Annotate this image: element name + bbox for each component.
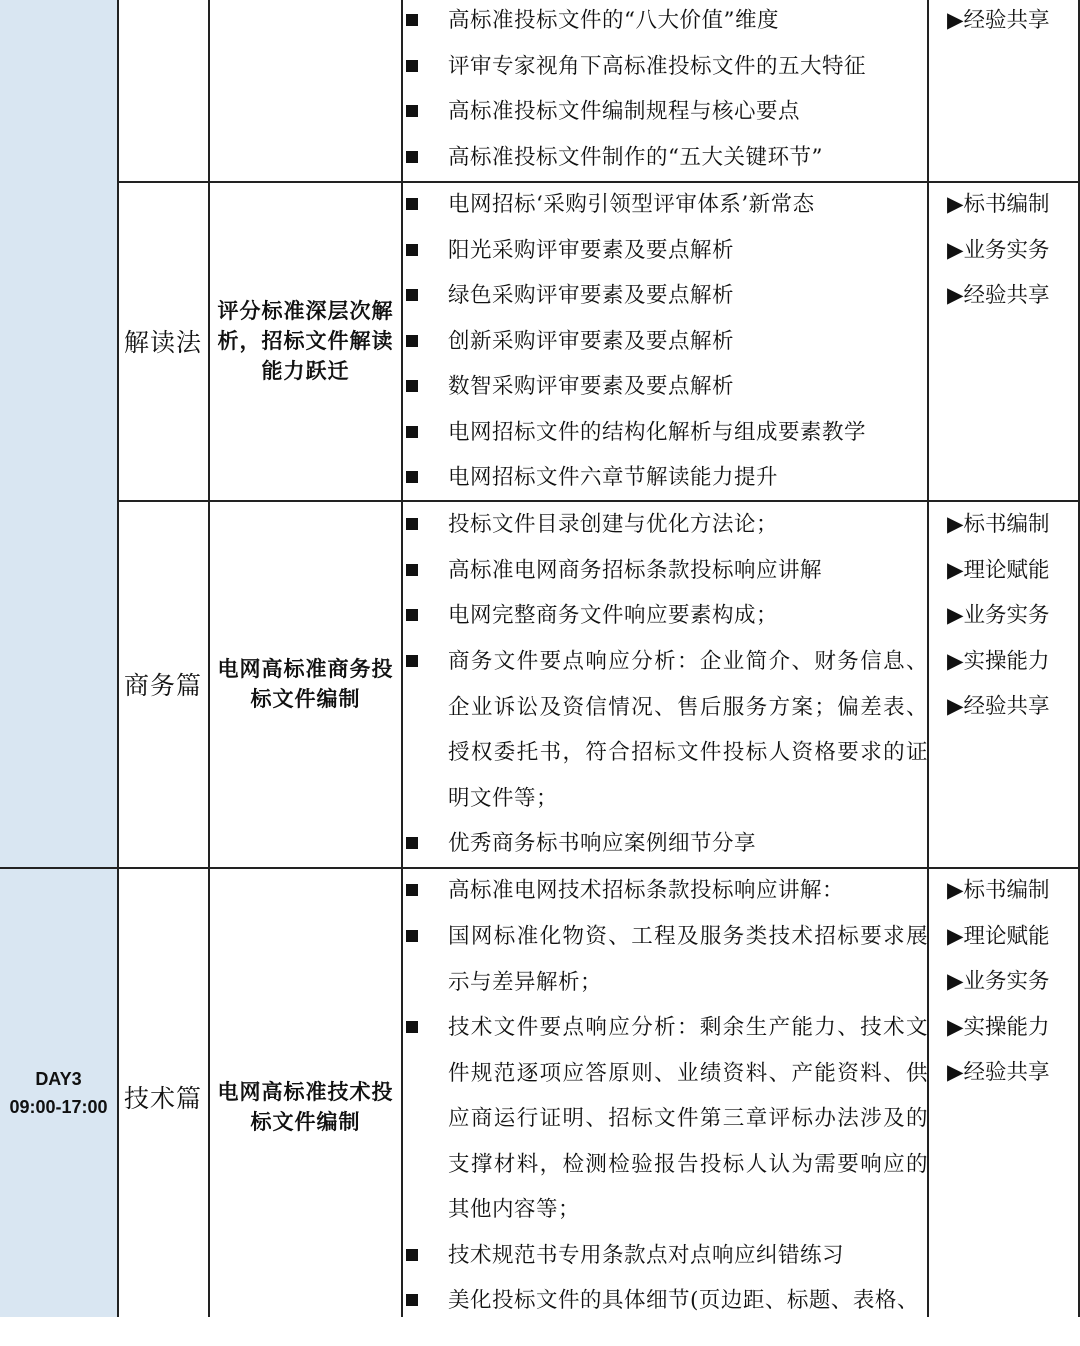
list-item: 高标准投标文件制作的“五大关键环节”: [403, 135, 928, 181]
list-item: 国网标准化物资、工程及服务类技术招标要求展示与差异解析；: [403, 914, 928, 1005]
category-label: 解读法: [123, 328, 202, 357]
black-square-icon: [406, 380, 418, 392]
method-tag: ▶经验共享: [947, 283, 1050, 308]
list-item: 高标准投标文件的“八大价值”维度: [403, 0, 928, 44]
topic-label: 电网高标准商务投标文件编制: [217, 657, 394, 711]
category-label: 商务篇: [123, 671, 202, 700]
black-square-icon: [406, 471, 418, 483]
method-tag: ▶经验共享: [947, 694, 1050, 719]
method-tag: ▶理论赋能: [947, 924, 1050, 949]
list-item: 绿色采购评审要素及要点解析: [403, 273, 928, 319]
list-item: 创新采购评审要素及要点解析: [403, 319, 928, 365]
list-item: 数智采购评审要素及要点解析: [403, 364, 928, 410]
list-item: 电网招标文件的结构化解析与组成要素教学: [403, 410, 928, 456]
black-square-icon: [406, 609, 418, 621]
day-label: DAY3: [35, 1068, 82, 1089]
method-tag: ▶实操能力: [947, 649, 1050, 674]
list-item: 投标文件目录创建与优化方法论；: [403, 502, 928, 548]
black-square-icon: [406, 14, 418, 26]
list-item: 技术文件要点响应分析：剩余生产能力、技术文件规范逐项应答原则、业绩资料、产能资料、供应商运行证明、招标文件第三章评标办法涉及的支撑材料，检测检验报告投标人认为需要响应的其他内容等；: [403, 1005, 928, 1233]
list-item: 电网招标文件六章节解读能力提升: [403, 455, 928, 501]
topic-label: 电网高标准技术投标文件编制: [217, 1080, 394, 1134]
black-square-icon: [406, 655, 418, 667]
method-tag: ▶业务实务: [947, 969, 1050, 994]
method-tag: ▶标书编制: [947, 878, 1050, 903]
list-item: 电网完整商务文件响应要素构成；: [403, 593, 928, 639]
black-square-icon: [406, 289, 418, 301]
method-tag: ▶业务实务: [947, 603, 1050, 628]
black-square-icon: [406, 198, 418, 210]
list-item: 高标准电网商务招标条款投标响应讲解: [403, 548, 928, 594]
black-square-icon: [406, 884, 418, 896]
method-tag: ▶标书编制: [947, 192, 1050, 217]
black-square-icon: [406, 151, 418, 163]
method-tag: ▶经验共享: [947, 8, 1050, 33]
black-square-icon: [406, 564, 418, 576]
grid-line: [1078, 0, 1080, 1317]
black-square-icon: [406, 1249, 418, 1261]
list-item: 优秀商务标书响应案例细节分享: [403, 821, 928, 867]
method-tag: ▶理论赋能: [947, 558, 1050, 583]
list-item: 阳光采购评审要素及要点解析: [403, 228, 928, 274]
list-item: 高标准投标文件编制规程与核心要点: [403, 89, 928, 135]
method-tag: ▶实操能力: [947, 1015, 1050, 1040]
list-item: 技术规范书专用条款点对点响应纠错练习: [403, 1233, 928, 1279]
black-square-icon: [406, 426, 418, 438]
category-label: 技术篇: [123, 1084, 202, 1113]
black-square-icon: [406, 335, 418, 347]
method-tag: ▶标书编制: [947, 512, 1050, 537]
list-item: 高标准电网技术招标条款投标响应讲解：: [403, 868, 928, 914]
list-item: 评审专家视角下高标准投标文件的五大特征: [403, 44, 928, 90]
black-square-icon: [406, 1294, 418, 1306]
list-item: 电网招标‘采购引领型评审体系’新常态: [403, 182, 928, 228]
black-square-icon: [406, 1021, 418, 1033]
black-square-icon: [406, 105, 418, 117]
method-tag: ▶业务实务: [947, 238, 1050, 263]
day-time: 09:00-17:00: [9, 1096, 108, 1117]
black-square-icon: [406, 518, 418, 530]
day-cell-day3: [0, 868, 118, 1317]
list-item: 商务文件要点响应分析：企业简介、财务信息、企业诉讼及资信情况、售后服务方案；偏差表、授权委托书，符合招标文件投标人资格要求的证明文件等；: [403, 639, 928, 821]
method-tag: ▶经验共享: [947, 1060, 1050, 1085]
topic-label: 评分标准深层次解析，招标文件解读能力跃迁: [217, 299, 394, 383]
black-square-icon: [406, 930, 418, 942]
black-square-icon: [406, 837, 418, 849]
black-square-icon: [406, 60, 418, 72]
day-cell-upper: [0, 0, 118, 868]
black-square-icon: [406, 244, 418, 256]
list-item: 美化投标文件的具体细节(页边距、标题、表格、: [403, 1278, 928, 1324]
